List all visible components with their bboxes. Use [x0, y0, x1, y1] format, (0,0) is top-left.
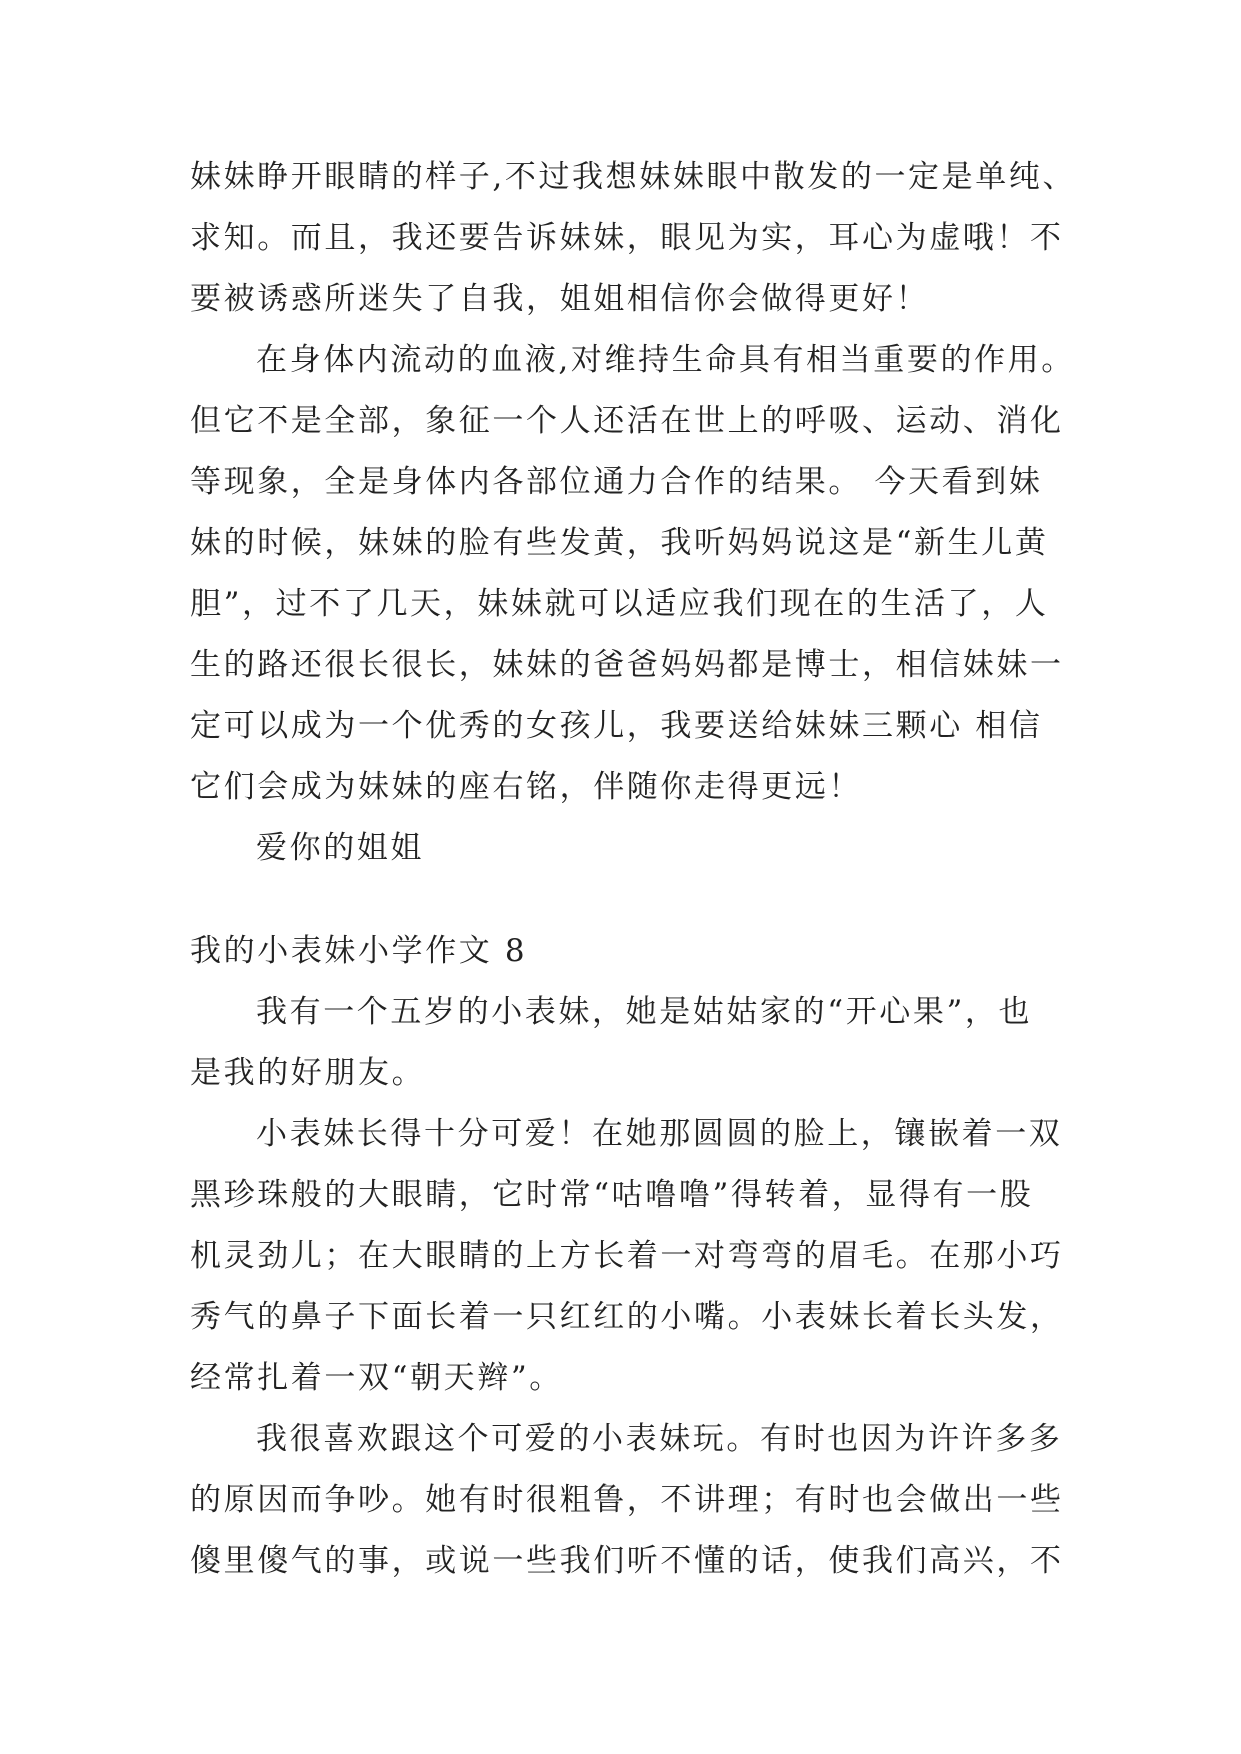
text-line: 是我的好朋友。: [190, 1055, 426, 1091]
paragraph-first-line: 在身体内流动的血液,对维持生命具有相当重要的作用。: [256, 342, 1075, 378]
text-line: 胆”，过不了几天，妹妹就可以适应我们现在的生活了，人: [190, 586, 1049, 622]
text-line: 秀气的鼻子下面长着一只红红的小嘴。小表妹长着长头发，: [190, 1299, 1064, 1335]
paragraph-first-line: 我很喜欢跟这个可爱的小表妹玩。有时也因为许许多多: [256, 1421, 1063, 1457]
text-line: 定可以成为一个优秀的女孩儿，我要送给妹妹三颗心 相信: [190, 708, 1043, 744]
paragraph-first-line: 小表妹长得十分可爱！在她那圆圆的脸上，镶嵌着一双: [256, 1116, 1063, 1152]
text-line: 要被诱惑所迷失了自我，姐姐相信你会做得更好！: [190, 281, 930, 317]
text-line: 经常扎着一双“朝天辫”。: [190, 1360, 563, 1396]
text-line: 黑珍珠般的大眼睛，它时常“咕噜噜”得转着，显得有一股: [190, 1177, 1034, 1213]
text-line: 它们会成为妹妹的座右铭，伴随你走得更远！: [190, 769, 862, 805]
text-line: 生的路还很长很长，妹妹的爸爸妈妈都是博士，相信妹妹一: [190, 647, 1064, 683]
text-line: 但它不是全部，象征一个人还活在世上的呼吸、运动、消化: [190, 403, 1064, 439]
text-line: 妹的时候，妹妹的脸有些发黄，我听妈妈说这是“新生儿黄: [190, 525, 1049, 561]
text-line: 妹妹睁开眼睛的样子,不过我想妹妹眼中散发的一定是单纯、: [190, 159, 1077, 195]
text-line: 等现象，全是身体内各部位通力合作的结果。 今天看到妹: [190, 464, 1043, 500]
signature-line: 爱你的姐姐: [256, 830, 424, 866]
paragraph-first-line: 我有一个五岁的小表妹，她是姑姑家的“开心果”，也: [256, 994, 1033, 1030]
text-line: 的原因而争吵。她有时很粗鲁，不讲理；有时也会做出一些: [190, 1482, 1064, 1518]
text-line: 机灵劲儿；在大眼睛的上方长着一对弯弯的眉毛。在那小巧: [190, 1238, 1064, 1274]
section-title: 我的小表妹小学作文 8: [190, 933, 528, 969]
text-line: 傻里傻气的事，或说一些我们听不懂的话，使我们高兴，不: [190, 1543, 1064, 1579]
text-line: 求知。而且，我还要告诉妹妹，眼见为实，耳心为虚哦！不: [190, 220, 1064, 256]
